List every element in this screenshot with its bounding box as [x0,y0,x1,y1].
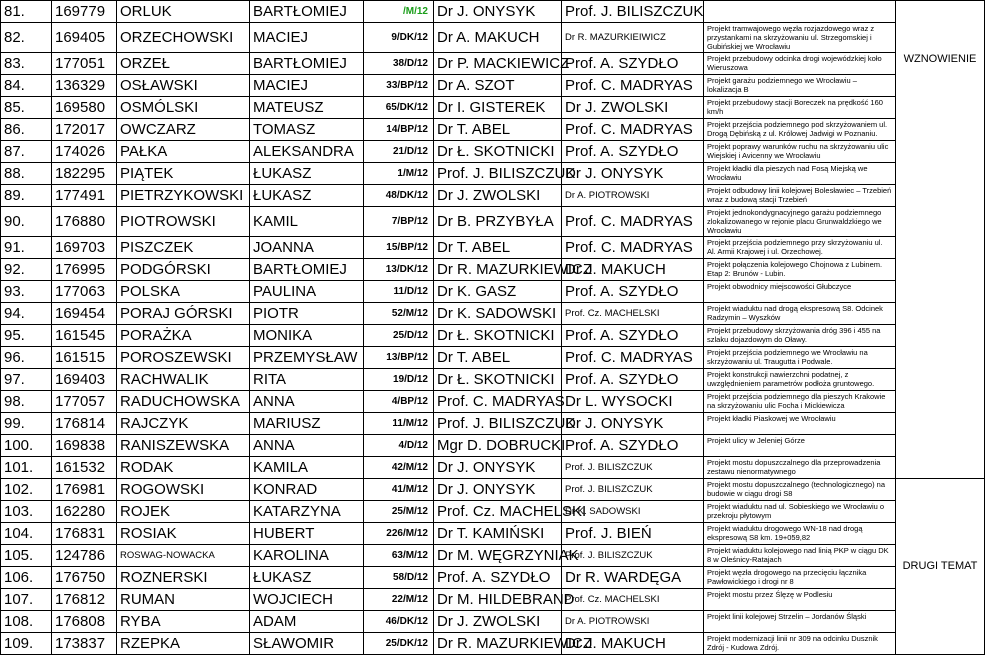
row-reviewer: Dr K. SADOWSKI [562,501,704,523]
row-first-name: ŁUKASZ [250,163,364,185]
row-first-name: BARTŁOMIEJ [250,259,364,281]
row-surname: PORAJ GÓRSKI [117,303,250,325]
row-topic: Projekt przebudowy odcinka drogi wojewódzkiej koło Wieruszowa [704,53,896,75]
row-promoter: Dr T. ABEL [434,347,562,369]
group-label-renewal: WZNOWIENIE [896,1,985,479]
row-promoter: Dr J. ONYSYK [434,479,562,501]
row-first-name: JOANNA [250,237,364,259]
row-promoter: Dr P. MACKIEWICZ [434,53,562,75]
row-surname: ORLUK [117,1,250,23]
table-row [1,347,985,369]
row-promoter: Mgr D. DOBRUCKI [434,435,562,457]
row-reviewer: Dr R. WARDĘGA [562,567,704,589]
row-lp: 89. [1,185,52,207]
row-reviewer: Dr J. MAKUCH [562,259,704,281]
table-row [1,259,985,281]
row-lp: 92. [1,259,52,281]
row-promoter: Dr M. HILDEBRAND [434,589,562,611]
table-row [1,391,985,413]
row-promoter: Dr I. GISTEREK [434,97,562,119]
row-code: 42/M/12 [364,457,434,479]
row-surname: OSŁAWSKI [117,75,250,97]
row-surname: ORZEŁ [117,53,250,75]
row-lp: 99. [1,413,52,435]
group-label-second-topic: DRUGI TEMAT [896,479,985,655]
row-surname: ROSWAG-NOWACKA [117,545,250,567]
row-surname: PIETRZYKOWSKI [117,185,250,207]
row-topic: Projekt jednokondygnacyjnego garażu podziemnego zlokalizowanego w rejonie placu Grunwaldzkiego we Wrocławiu [704,207,896,237]
row-surname: POROSZEWSKI [117,347,250,369]
row-surname: OWCZARZ [117,119,250,141]
row-lp: 101. [1,457,52,479]
row-first-name: BARTŁOMIEJ [250,53,364,75]
row-lp: 95. [1,325,52,347]
row-promoter: Dr T. ABEL [434,237,562,259]
students-table-body [1,1,985,655]
row-id: 161515 [52,347,117,369]
row-code: 11/M/12 [364,413,434,435]
row-reviewer: Prof. C. MADRYAS [562,347,704,369]
row-topic: Projekt garażu podziemnego we Wrocławiu – lokalizacja B [704,75,896,97]
row-code: 38/D/12 [364,53,434,75]
row-reviewer: Prof. J. BILISZCZUK [562,457,704,479]
table-row [1,281,985,303]
table-row [1,633,985,655]
row-topic: Projekt kładki dla pieszych nad Fosą Miejską we Wrocławiu [704,163,896,185]
row-first-name: ANNA [250,435,364,457]
row-promoter: Dr Ł. SKOTNICKI [434,369,562,391]
row-lp: 107. [1,589,52,611]
table-row [1,185,985,207]
row-id: 162280 [52,501,117,523]
row-reviewer: Prof. A. SZYDŁO [562,369,704,391]
row-reviewer: Prof. J. BILISZCZUK [562,545,704,567]
row-code: 19/D/12 [364,369,434,391]
row-surname: RADUCHOWSKA [117,391,250,413]
row-surname: RACHWALIK [117,369,250,391]
row-lp: 85. [1,97,52,119]
row-topic: Projekt wiaduktu nad drogą ekspresową S8. Odcinek Radzymin – Wyszków [704,303,896,325]
row-code: 4/BP/12 [364,391,434,413]
row-reviewer: Dr J. ONYSYK [562,163,704,185]
row-reviewer: Prof. C. MADRYAS [562,75,704,97]
row-lp: 90. [1,207,52,237]
row-promoter: Prof. J. BILISZCZUK [434,163,562,185]
row-reviewer: Dr J. ZWOLSKI [562,97,704,119]
row-promoter: Dr K. GASZ [434,281,562,303]
row-code: 25/D/12 [364,325,434,347]
row-surname: OSMÓLSKI [117,97,250,119]
row-id: 169405 [52,23,117,53]
row-code: 25/M/12 [364,501,434,523]
row-reviewer: Prof. A. SZYDŁO [562,281,704,303]
row-first-name: MONIKA [250,325,364,347]
row-topic: Projekt poprawy warunków ruchu na skrzyżowaniu ulic Wiejskiej i Avicenny we Wrocławiu [704,141,896,163]
row-lp: 97. [1,369,52,391]
row-id: 161532 [52,457,117,479]
row-reviewer: Prof. C. MADRYAS [562,207,704,237]
row-lp: 81. [1,1,52,23]
row-first-name: KONRAD [250,479,364,501]
row-id: 174026 [52,141,117,163]
row-promoter: Prof. A. SZYDŁO [434,567,562,589]
row-promoter: Dr T. KAMIŃSKI [434,523,562,545]
row-reviewer: Prof. J. BILISZCZUK [562,1,704,23]
row-first-name: ŁUKASZ [250,185,364,207]
row-surname: PISZCZEK [117,237,250,259]
row-topic: Projekt mostu dopuszczalnego dla przeprowadzenia zestawu nienormatywnego [704,457,896,479]
row-surname: ROGOWSKI [117,479,250,501]
row-topic: Projekt wiaduktu nad ul. Sobieskiego we Wrocławiu o przekroju płytowym [704,501,896,523]
row-code: 58/D/12 [364,567,434,589]
row-reviewer: Prof. A. SZYDŁO [562,325,704,347]
row-first-name: PAULINA [250,281,364,303]
row-surname: PIĄTEK [117,163,250,185]
row-first-name: PRZEMYSŁAW [250,347,364,369]
row-code: 52/M/12 [364,303,434,325]
row-first-name: TOMASZ [250,119,364,141]
row-topic: Projekt przebudowy stacji Boreczek na prędkość 160 km/h [704,97,896,119]
row-lp: 106. [1,567,52,589]
row-topic: Projekt wiaduktu kolejowego nad linią PKP w ciągu DK 8 w Oleśnicy-Ratajach [704,545,896,567]
row-promoter: Prof. C. MADRYAS [434,391,562,413]
table-row [1,567,985,589]
row-first-name: BARTŁOMIEJ [250,1,364,23]
row-id: 176814 [52,413,117,435]
row-first-name: KAMIL [250,207,364,237]
row-topic: Projekt przejścia podziemnego przy skrzyżowaniu ul. Al. Armii Krajowej i ul. Orzechowej. [704,237,896,259]
row-code: 21/D/12 [364,141,434,163]
row-id: 169838 [52,435,117,457]
row-first-name: KAMILA [250,457,364,479]
row-surname: PIOTROWSKI [117,207,250,237]
row-code: 48/DK/12 [364,185,434,207]
table-row [1,237,985,259]
row-code: 1/M/12 [364,163,434,185]
row-topic: Projekt mostu przez Ślęzę w Podlesiu [704,589,896,611]
row-topic: Projekt przebudowy skrzyżowania dróg 396 i 455 na szlaku dojazdowym do Oławy. [704,325,896,347]
row-id: 176750 [52,567,117,589]
table-row [1,23,985,53]
row-code: 4/D/12 [364,435,434,457]
row-code: 22/M/12 [364,589,434,611]
table-row [1,435,985,457]
table-row [1,207,985,237]
row-topic: Projekt ulicy w Jeleniej Górze [704,435,896,457]
row-lp: 103. [1,501,52,523]
table-row [1,413,985,435]
row-promoter: Prof. J. BILISZCZUK [434,413,562,435]
row-reviewer: Prof. J. BIEŃ [562,523,704,545]
row-promoter: Dr R. MAZURKIEWICZ [434,633,562,655]
row-lp: 109. [1,633,52,655]
table-row [1,369,985,391]
table-row [1,501,985,523]
row-id: 176981 [52,479,117,501]
row-lp: 98. [1,391,52,413]
row-reviewer: Prof. Cz. MACHELSKI [562,589,704,611]
row-id: 176880 [52,207,117,237]
row-reviewer: Prof. J. BILISZCZUK [562,479,704,501]
row-lp: 83. [1,53,52,75]
row-surname: RYBA [117,611,250,633]
row-reviewer: Dr J. MAKUCH [562,633,704,655]
table-row [1,53,985,75]
row-surname: ROZNERSKI [117,567,250,589]
row-lp: 87. [1,141,52,163]
row-reviewer: Prof. A. SZYDŁO [562,53,704,75]
row-lp: 86. [1,119,52,141]
row-promoter: Dr Ł. SKOTNICKI [434,141,562,163]
row-lp: 91. [1,237,52,259]
row-reviewer: Dr A. PIOTROWSKI [562,611,704,633]
row-topic: Projekt kładki Piaskowej we Wrocławiu [704,413,896,435]
row-code: 65/DK/12 [364,97,434,119]
row-topic: Projekt węzła drogowego na przecięciu łącznika Pawłowickiego i drogi nr 8 [704,567,896,589]
row-surname: ROJEK [117,501,250,523]
row-lp: 108. [1,611,52,633]
row-id: 182295 [52,163,117,185]
row-surname: RODAK [117,457,250,479]
row-code: 63/M/12 [364,545,434,567]
row-reviewer: Prof. A. SZYDŁO [562,435,704,457]
row-reviewer: Dr J. ONYSYK [562,413,704,435]
row-promoter: Dr K. SADOWSKI [434,303,562,325]
row-first-name: ALEKSANDRA [250,141,364,163]
row-topic: Projekt odbudowy linii kolejowej Bolesławiec – Trzebień wraz z budową stacji Trzebień [704,185,896,207]
row-reviewer: Prof. A. SZYDŁO [562,141,704,163]
row-topic: Projekt przejścia podziemnego dla pieszych Krakowie na skrzyżowaniu ulic Focha i Mickiewicza [704,391,896,413]
row-surname: POLSKA [117,281,250,303]
row-surname: ROSIAK [117,523,250,545]
row-lp: 96. [1,347,52,369]
row-surname: ORZECHOWSKI [117,23,250,53]
row-code: 15/BP/12 [364,237,434,259]
row-first-name: MACIEJ [250,75,364,97]
row-promoter: Dr J. ONYSYK [434,1,562,23]
row-topic [704,1,896,23]
row-id: 176995 [52,259,117,281]
row-lp: 105. [1,545,52,567]
row-id: 177051 [52,53,117,75]
row-lp: 104. [1,523,52,545]
row-reviewer: Prof. C. MADRYAS [562,119,704,141]
row-id: 176831 [52,523,117,545]
row-surname: PORAŻKA [117,325,250,347]
row-reviewer: Dr R. MAZURKIEIWICZ [562,23,704,53]
table-row [1,611,985,633]
row-id: 173837 [52,633,117,655]
table-row [1,589,985,611]
row-topic: Projekt linii kolejowej Strzelin – Jordanów Śląski [704,611,896,633]
row-topic: Projekt mostu dopuszczalnego (technologicznego) na budowie w ciągu drogi S8 [704,479,896,501]
row-code: 7/BP/12 [364,207,434,237]
row-topic: Projekt tramwajowego węzła rozjazdowego wraz z przystankami na skrzyżowaniu ul. Strzegomskiej i Gubińskiej we Wrocławiu [704,23,896,53]
row-id: 176812 [52,589,117,611]
row-promoter: Dr J. ONYSYK [434,457,562,479]
row-topic: Projekt obwodnicy miejscowości Głubczyce [704,281,896,303]
table-row [1,457,985,479]
row-first-name: HUBERT [250,523,364,545]
row-first-name: ADAM [250,611,364,633]
row-surname: RZEPKA [117,633,250,655]
table-row [1,141,985,163]
row-first-name: SŁAWOMIR [250,633,364,655]
row-first-name: RITA [250,369,364,391]
row-lp: 100. [1,435,52,457]
row-promoter: Dr A. SZOT [434,75,562,97]
row-first-name: ANNA [250,391,364,413]
row-reviewer: Dr L. WYSOCKI [562,391,704,413]
row-code: 46/DK/12 [364,611,434,633]
row-code: 33/BP/12 [364,75,434,97]
row-first-name: PIOTR [250,303,364,325]
row-id: 172017 [52,119,117,141]
row-surname: RAJCZYK [117,413,250,435]
row-id: 169580 [52,97,117,119]
row-topic: Projekt połączenia kolejowego Chojnowa z Lubinem. Etap 2: Brunów - Lubin. [704,259,896,281]
row-promoter: Dr M. WĘGRZYNIAK [434,545,562,567]
table-row [1,325,985,347]
row-first-name: KATARZYNA [250,501,364,523]
row-lp: 84. [1,75,52,97]
row-id: 177057 [52,391,117,413]
row-topic: Projekt konstrukcji nawierzchni podatnej, z uwzględnieniem parametrów podłoża gruntowego. [704,369,896,391]
row-id: 169779 [52,1,117,23]
row-surname: RANISZEWSKA [117,435,250,457]
row-code: 9/DK/12 [364,23,434,53]
table-row [1,97,985,119]
row-topic: Projekt wiaduktu drogowego WN-18 nad drogą ekspresową S8 km. 19+059,82 [704,523,896,545]
row-code: 25/DK/12 [364,633,434,655]
row-topic: Projekt przejścia podziemnego pod skrzyżowaniem ul. Drogą Dębińską z ul. Królowej Jadwigi w Poznaniu. [704,119,896,141]
table-row [1,119,985,141]
row-lp: 88. [1,163,52,185]
table-row [1,545,985,567]
row-first-name: KAROLINA [250,545,364,567]
row-code: 41/M/12 [364,479,434,501]
row-first-name: WOJCIECH [250,589,364,611]
row-first-name: MACIEJ [250,23,364,53]
row-code: 226/M/12 [364,523,434,545]
row-code: 14/BP/12 [364,119,434,141]
row-surname: PAŁKA [117,141,250,163]
row-id: 176808 [52,611,117,633]
row-topic: Projekt modernizacji linii nr 309 na odcinku Dusznik Zdrój - Kudowa Zdrój. [704,633,896,655]
row-id: 161545 [52,325,117,347]
row-id: 136329 [52,75,117,97]
row-code: /M/12 [364,1,434,23]
row-topic: Projekt przejścia podziemnego we Wrocławiu na skrzyżowaniu ul. Traugutta i Podwale. [704,347,896,369]
row-reviewer: Prof. Cz. MACHELSKI [562,303,704,325]
row-code: 11/D/12 [364,281,434,303]
row-surname: PODGÓRSKI [117,259,250,281]
row-id: 177491 [52,185,117,207]
table-row [1,163,985,185]
table-row [1,303,985,325]
table-row [1,479,985,501]
table-row [1,1,985,23]
row-promoter: Prof. Cz. MACHELSKI [434,501,562,523]
row-code: 13/DK/12 [364,259,434,281]
row-code: 13/BP/12 [364,347,434,369]
row-lp: 82. [1,23,52,53]
table-row [1,523,985,545]
row-promoter: Dr R. MAZURKIEWICZ [434,259,562,281]
row-id: 169454 [52,303,117,325]
row-surname: RUMAN [117,589,250,611]
row-promoter: Dr T. ABEL [434,119,562,141]
row-first-name: MATEUSZ [250,97,364,119]
row-promoter: Dr J. ZWOLSKI [434,611,562,633]
row-lp: 93. [1,281,52,303]
row-promoter: Dr J. ZWOLSKI [434,185,562,207]
row-id: 177063 [52,281,117,303]
row-lp: 102. [1,479,52,501]
row-promoter: Dr Ł. SKOTNICKI [434,325,562,347]
row-id: 124786 [52,545,117,567]
row-promoter: Dr A. MAKUCH [434,23,562,53]
row-lp: 94. [1,303,52,325]
row-id: 169403 [52,369,117,391]
row-first-name: ŁUKASZ [250,567,364,589]
row-promoter: Dr B. PRZYBYŁA [434,207,562,237]
table-row [1,75,985,97]
row-first-name: MARIUSZ [250,413,364,435]
row-reviewer: Prof. C. MADRYAS [562,237,704,259]
row-id: 169703 [52,237,117,259]
row-reviewer: Dr A. PIOTROWSKI [562,185,704,207]
